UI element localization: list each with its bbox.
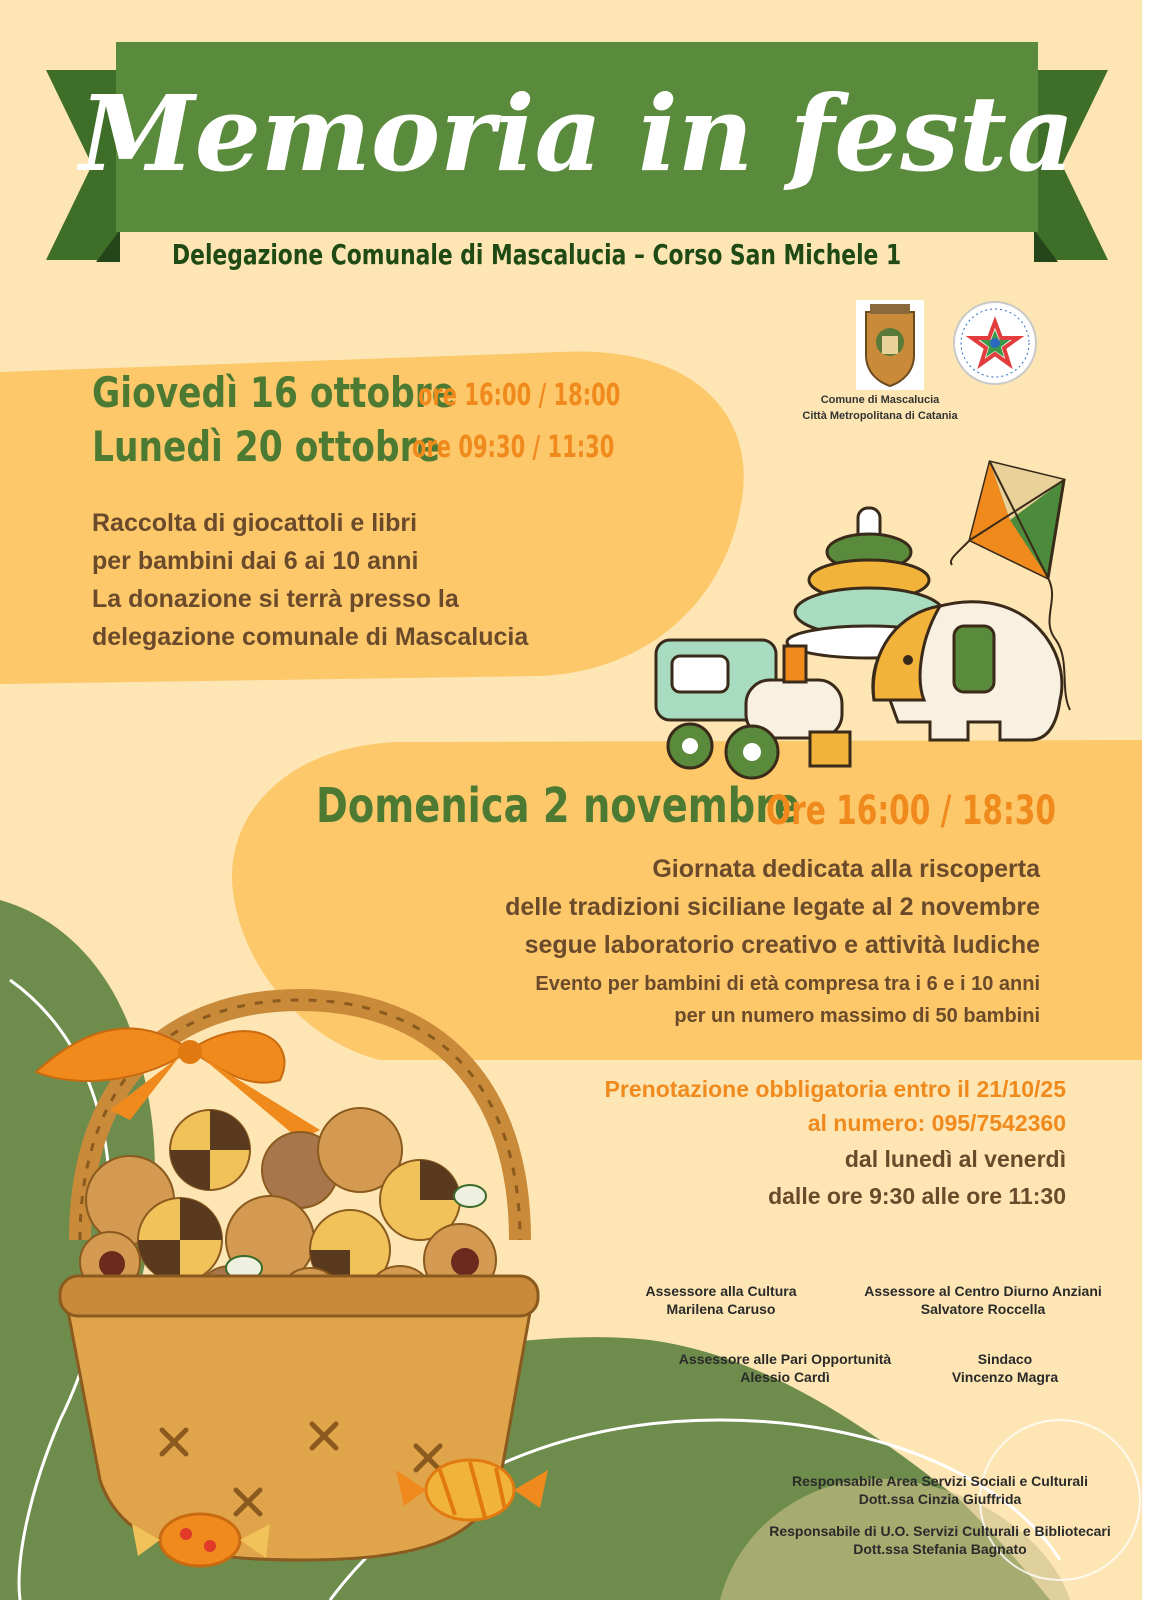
credit-name: Marilena Caruso	[666, 1301, 776, 1317]
credit-name: Salvatore Roccella	[920, 1301, 1046, 1317]
event1-desc-line: La donazione si terrà presso la	[92, 585, 459, 613]
basket-rim	[60, 1276, 538, 1316]
credit-name: Alessio Cardì	[740, 1369, 830, 1385]
event1-desc-line: Raccolta di giocattoli e libri	[92, 509, 418, 537]
event2-date: Domenica 2 novembre	[316, 778, 801, 834]
title-text: Memoria in festa	[79, 72, 1075, 195]
credit-uo-servizi	[740, 1522, 1140, 1558]
event2-note-line: Evento per bambini di età compresa tra i 6 e i 10 anni	[535, 973, 1040, 995]
bow-icon	[36, 1029, 320, 1140]
credit-name: Vincenzo Magra	[951, 1369, 1059, 1385]
credit-area-servizi	[740, 1472, 1140, 1508]
event1-desc-line: per bambini dai 6 ai 10 anni	[92, 547, 419, 575]
event1-time2: ore 09:30 / 11:30	[412, 430, 615, 465]
event2-desc-line: Giornata dedicata alla riscoperta	[652, 855, 1040, 883]
credit-cultura	[616, 1282, 826, 1318]
event2-note-line: per un numero massimo di 50 bambini	[674, 1005, 1040, 1027]
comune-caption-line1: Comune di Mascalucia	[820, 394, 940, 406]
booking-deadline: Prenotazione obbligatoria entro il 21/10/25	[604, 1076, 1066, 1102]
booking-phone[interactable]: al numero: 095/7542360	[807, 1110, 1066, 1136]
credit-role: Responsabile di U.O. Servizi Culturali e Bibliotecari	[769, 1523, 1111, 1539]
booking-days: dal lunedì al venerdì	[844, 1146, 1066, 1172]
venue-line: Delegazione Comunale di Mascalucia – Corso San Michele 1	[172, 238, 902, 271]
event2-desc-line: segue laboratorio creativo e attività ludiche	[524, 931, 1040, 959]
credit-name: Dott.ssa Stefania Bagnato	[853, 1541, 1027, 1557]
booking-hours: dalle ore 9:30 alle ore 11:30	[768, 1183, 1066, 1209]
credit-role: Assessore alle Pari Opportunità	[678, 1351, 892, 1367]
credit-role: Responsabile Area Servizi Sociali e Culturali	[792, 1473, 1088, 1489]
event2-time: Ore 16:00 / 18:30	[766, 788, 1057, 834]
credit-anziani	[848, 1282, 1118, 1318]
event1-time1: ore 16:00 / 18:00	[418, 378, 621, 413]
credit-role: Sindaco	[977, 1351, 1033, 1367]
credit-role: Assessore al Centro Diurno Anziani	[864, 1283, 1102, 1299]
event1-desc-line: delegazione comunale di Mascalucia	[92, 623, 529, 651]
credit-name: Dott.ssa Cinzia Giuffrida	[858, 1491, 1022, 1507]
event1-date1: Giovedì 16 ottobre	[92, 368, 456, 417]
comune-caption-line2: Città Metropolitana di Catania	[802, 410, 958, 422]
credit-role: Assessore alla Cultura	[645, 1283, 797, 1299]
credit-pari-opportunita	[660, 1350, 910, 1386]
credit-sindaco	[920, 1350, 1090, 1386]
event1-date2: Lunedì 20 ottobre	[92, 422, 440, 471]
event2-desc-line: delle tradizioni siciliane legate al 2 novembre	[505, 893, 1040, 921]
